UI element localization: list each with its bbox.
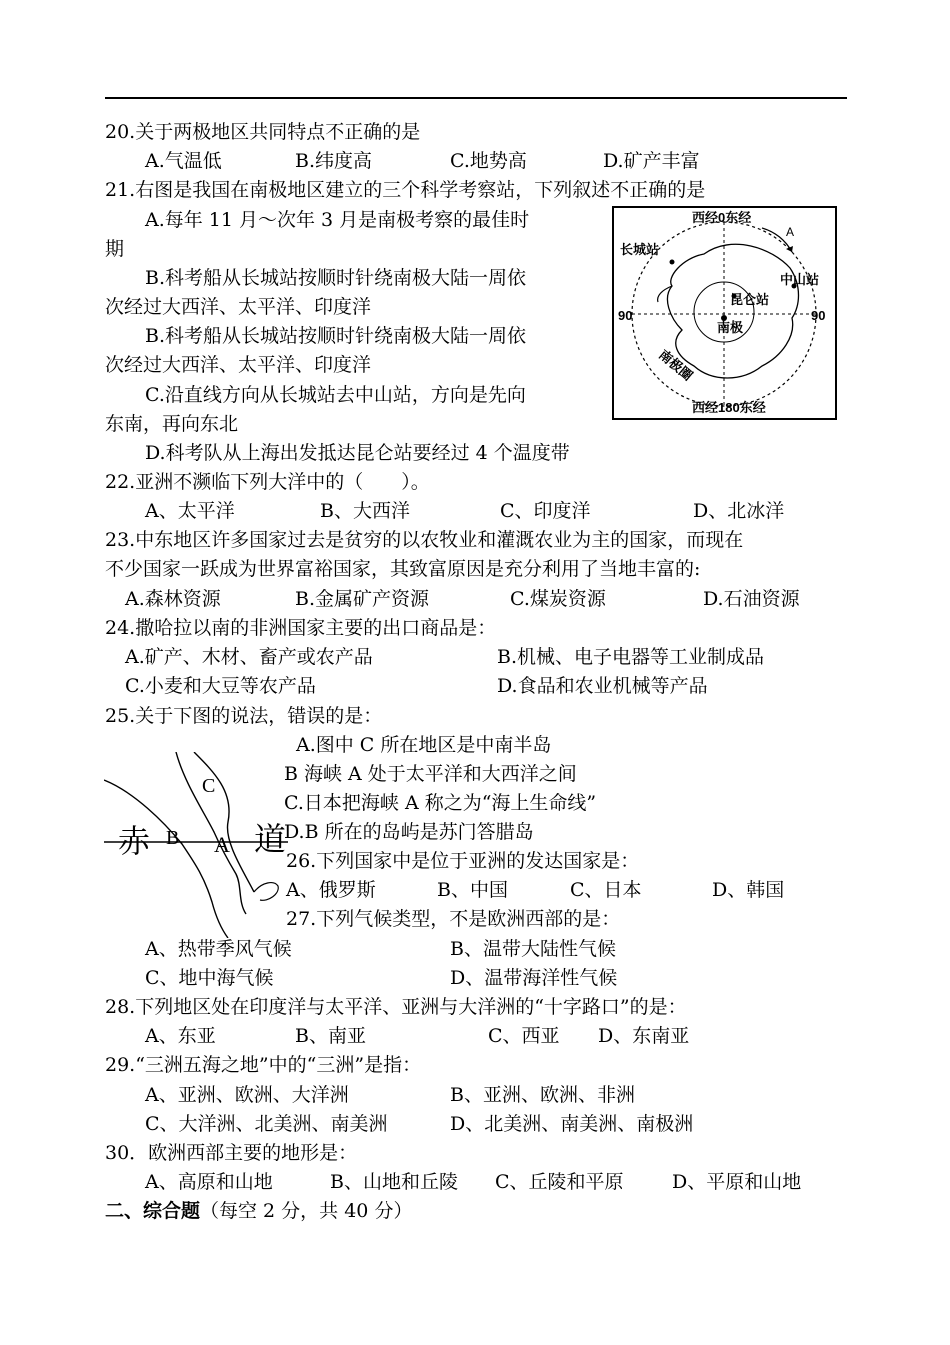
q20-stem: 20.关于两极地区共同特点不正确的是 bbox=[105, 121, 421, 143]
q24-option-a[interactable]: A.矿产、木材、畜产或农产品 bbox=[125, 646, 373, 668]
q28-option-d[interactable]: D、东南亚 bbox=[598, 1025, 690, 1047]
map-label-dao: 道 bbox=[254, 820, 287, 858]
q22-option-d[interactable]: D、北冰洋 bbox=[693, 500, 785, 522]
q30-stem: 30．欧洲西部主要的地形是： bbox=[105, 1142, 358, 1164]
header-rule bbox=[105, 97, 847, 99]
q22-stem: 22.亚洲不濒临下列大洋中的（ ）。 bbox=[105, 471, 430, 493]
antarctica-map bbox=[612, 206, 837, 420]
q27-option-c[interactable]: C、地中海气候 bbox=[145, 967, 274, 989]
q21-option-a-line1[interactable]: A.每年 11 月～次年 3 月是南极考察的最佳时 bbox=[145, 209, 530, 231]
q27-option-d[interactable]: D、温带海洋性气候 bbox=[450, 967, 618, 989]
map-label-chi: 赤 bbox=[118, 822, 151, 860]
q29-option-b[interactable]: B、亚洲、欧洲、非洲 bbox=[450, 1084, 635, 1106]
q23-option-b[interactable]: B.金属矿产资源 bbox=[295, 588, 430, 610]
antarctic-circle-label: 南极圈 bbox=[656, 346, 696, 384]
q22-option-c[interactable]: C、印度洋 bbox=[500, 500, 591, 522]
q23-option-d[interactable]: D.石油资源 bbox=[703, 588, 800, 610]
q24-option-d[interactable]: D.食品和农业机械等产品 bbox=[497, 675, 708, 697]
q21-option-a-line2: 期 bbox=[105, 238, 125, 260]
q24-option-c[interactable]: C.小麦和大豆等农产品 bbox=[125, 675, 316, 697]
map-label-b: B bbox=[166, 827, 180, 849]
kunlun-label: 昆仑站 bbox=[730, 292, 770, 307]
q21-option-b2-line1[interactable]: B.科考船从长城站按顺时针绕南极大陆一周依 bbox=[145, 325, 527, 347]
q29-option-c[interactable]: C、大洋洲、北美洲、南美洲 bbox=[145, 1113, 388, 1135]
changcheng-label: 长城站 bbox=[620, 242, 660, 257]
q25-stem: 25.关于下图的说法，错误的是： bbox=[105, 705, 383, 727]
q21-option-d[interactable]: D.科考队从上海出发抵达昆仑站要经过 4 个温度带 bbox=[145, 442, 570, 464]
q24-stem: 24.撒哈拉以南的非洲国家主要的出口商品是： bbox=[105, 617, 497, 639]
q21-option-b-line1[interactable]: B.科考船从长城站按顺时针绕南极大陆一周依 bbox=[145, 267, 527, 289]
q29-stem: 29.“三洲五海之地”中的“三洲”是指： bbox=[105, 1054, 422, 1076]
q25-option-b[interactable]: B 海峡 A 处于太平洋和大西洋之间 bbox=[284, 763, 577, 785]
q27-option-b[interactable]: B、温带大陆性气候 bbox=[450, 938, 616, 960]
section2-note: （每空 2 分，共 40 分） bbox=[200, 1200, 413, 1222]
section2-heading bbox=[105, 1199, 412, 1223]
q21-option-b2-line2: 次经过大西洋、太平洋、印度洋 bbox=[105, 354, 372, 376]
q26-option-d[interactable]: D、韩国 bbox=[712, 879, 785, 901]
q21-option-b-line2: 次经过大西洋、太平洋、印度洋 bbox=[105, 296, 372, 318]
arrow-label: A bbox=[786, 225, 795, 239]
section2-title: 二、综合题 bbox=[105, 1200, 201, 1222]
q25-option-a[interactable]: A.图中 C 所在地区是中南半岛 bbox=[296, 734, 552, 756]
q21-stem: 21.右图是我国在南极地区建立的三个科学考察站，下列叙述不正确的是 bbox=[105, 179, 706, 201]
south-pole-label: 南极 bbox=[717, 320, 744, 335]
q20-option-a[interactable]: A.气温低 bbox=[145, 150, 222, 172]
q23-stem-line2: 不少国家一跃成为世界富裕国家，其致富原因是充分利用了当地丰富的: bbox=[105, 558, 701, 580]
map-top-label: 西经0东经 bbox=[692, 210, 752, 225]
q22-option-a[interactable]: A、太平洋 bbox=[145, 500, 235, 522]
q29-option-d[interactable]: D、北美洲、南美洲、南极洲 bbox=[450, 1113, 694, 1135]
q30-option-a[interactable]: A、高原和山地 bbox=[145, 1171, 273, 1193]
q25-option-c[interactable]: C.日本把海峡 A 称之为“海上生命线” bbox=[284, 792, 597, 814]
q26-option-c[interactable]: C、日本 bbox=[570, 879, 642, 901]
strait-map bbox=[104, 752, 288, 938]
q30-option-b[interactable]: B、山地和丘陵 bbox=[330, 1171, 458, 1193]
zhongshan-label: 中山站 bbox=[780, 272, 820, 287]
q20-option-c[interactable]: C.地势高 bbox=[450, 150, 527, 172]
q25-option-d[interactable]: D.B 所在的岛屿是苏门答腊岛 bbox=[284, 821, 534, 843]
q23-option-c[interactable]: C.煤炭资源 bbox=[510, 588, 606, 610]
map-right-label: 90 bbox=[811, 308, 826, 323]
map-left-label: 90 bbox=[618, 308, 633, 323]
q26-stem: 26.下列国家中是位于亚洲的发达国家是： bbox=[286, 850, 640, 872]
q28-option-a[interactable]: A、东亚 bbox=[145, 1025, 216, 1047]
q23-stem-line1: 23.中东地区许多国家过去是贫穷的以农牧业和灌溉农业为主的国家，而现在 bbox=[105, 529, 744, 551]
q26-option-b[interactable]: B、中国 bbox=[437, 879, 508, 901]
map-bottom-label: 西经180东经 bbox=[692, 400, 766, 415]
q28-stem: 28.下列地区处在印度洋与太平洋、亚洲与大洋洲的“十字路口”的是： bbox=[105, 996, 687, 1018]
q26-option-a[interactable]: A、俄罗斯 bbox=[286, 879, 376, 901]
q24-option-b[interactable]: B.机械、电子电器等工业制成品 bbox=[497, 646, 765, 668]
q21-option-c-line2: 东南，再向东北 bbox=[105, 413, 239, 435]
q21-option-c-line1[interactable]: C.沿直线方向从长城站去中山站，方向是先向 bbox=[145, 384, 526, 406]
q20-option-b[interactable]: B.纬度高 bbox=[295, 150, 373, 172]
q22-option-b[interactable]: B、大西洋 bbox=[320, 500, 410, 522]
map-label-a: A bbox=[214, 832, 230, 857]
q27-stem: 27.下列气候类型，不是欧洲西部的是： bbox=[286, 908, 621, 930]
q27-option-a[interactable]: A、热带季风气候 bbox=[145, 938, 292, 960]
q28-option-b[interactable]: B、南亚 bbox=[295, 1025, 366, 1047]
q30-option-c[interactable]: C、丘陵和平原 bbox=[495, 1171, 624, 1193]
q23-option-a[interactable]: A.森林资源 bbox=[125, 588, 221, 610]
q29-option-a[interactable]: A、亚洲、欧洲、大洋洲 bbox=[145, 1084, 349, 1106]
q20-option-d[interactable]: D.矿产丰富 bbox=[603, 150, 700, 172]
q28-option-c[interactable]: C、西亚 bbox=[488, 1025, 560, 1047]
q30-option-d[interactable]: D、平原和山地 bbox=[672, 1171, 802, 1193]
map-label-c: C bbox=[202, 775, 216, 797]
